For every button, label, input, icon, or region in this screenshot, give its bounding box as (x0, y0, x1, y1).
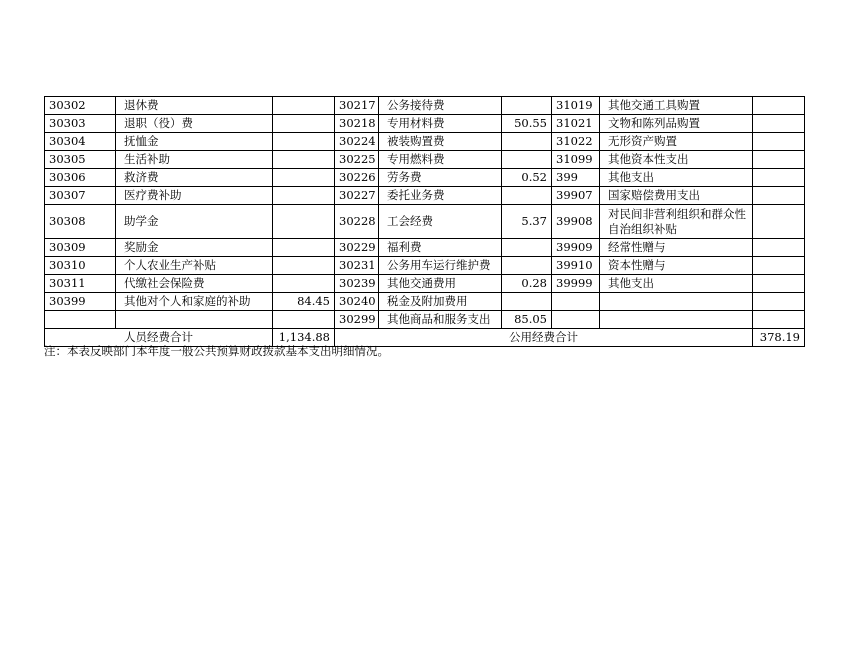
public-amount (502, 187, 552, 205)
other-amount (753, 169, 805, 187)
personnel-item (116, 311, 273, 329)
personnel-code: 30399 (45, 293, 116, 311)
other-item: 国家赔偿费用支出 (600, 187, 753, 205)
other-amount (753, 239, 805, 257)
other-item: 资本性赠与 (600, 257, 753, 275)
personnel-item: 奖励金 (116, 239, 273, 257)
public-item: 公务用车运行维护费 (379, 257, 502, 275)
table-row (45, 205, 805, 239)
public-item: 专用材料费 (379, 115, 502, 133)
personnel-code: 30308 (45, 205, 116, 239)
personnel-item: 退休费 (116, 97, 273, 115)
public-item: 其他商品和服务支出 (379, 311, 502, 329)
personnel-item: 退职（役）费 (116, 115, 273, 133)
other-amount (753, 275, 805, 293)
personnel-code: 30305 (45, 151, 116, 169)
other-item: 其他资本性支出 (600, 151, 753, 169)
public-total-value: 378.19 (753, 329, 805, 347)
table-row (45, 239, 805, 257)
public-item: 劳务费 (379, 169, 502, 187)
table-row (45, 311, 805, 329)
personnel-amount (273, 275, 335, 293)
other-amount (753, 257, 805, 275)
personnel-item: 生活补助 (116, 151, 273, 169)
table-row (45, 97, 805, 115)
personnel-amount (273, 97, 335, 115)
public-code: 30225 (335, 151, 379, 169)
public-amount: 0.52 (502, 169, 552, 187)
public-amount (502, 293, 552, 311)
public-code: 30299 (335, 311, 379, 329)
public-amount: 85.05 (502, 311, 552, 329)
public-amount (502, 151, 552, 169)
other-amount (753, 187, 805, 205)
public-code: 30226 (335, 169, 379, 187)
other-item: 经常性赠与 (600, 239, 753, 257)
public-code: 30217 (335, 97, 379, 115)
other-code: 39909 (552, 239, 600, 257)
personnel-amount: 84.45 (273, 293, 335, 311)
table-footnote: 注：本表反映部门本年度一般公共预算财政拨款基本支出明细情况。 (44, 344, 389, 358)
table-row (45, 169, 805, 187)
personnel-item: 其他对个人和家庭的补助 (116, 293, 273, 311)
personnel-total-value: 1,134.88 (273, 329, 335, 347)
public-amount: 50.55 (502, 115, 552, 133)
public-amount (502, 239, 552, 257)
public-amount: 5.37 (502, 205, 552, 239)
personnel-amount (273, 205, 335, 239)
personnel-amount (273, 187, 335, 205)
personnel-item: 助学金 (116, 205, 273, 239)
table-row (45, 187, 805, 205)
public-item: 福利费 (379, 239, 502, 257)
other-item: 其他支出 (600, 169, 753, 187)
public-code: 30229 (335, 239, 379, 257)
table-row (45, 151, 805, 169)
public-amount (502, 97, 552, 115)
other-amount (753, 151, 805, 169)
personnel-amount (273, 169, 335, 187)
table-row (45, 275, 805, 293)
other-item: 对民间非营利组织和群众性自治组织补贴 (600, 205, 753, 239)
personnel-item: 代缴社会保险费 (116, 275, 273, 293)
public-amount (502, 133, 552, 151)
table-body (45, 97, 805, 329)
table-row (45, 257, 805, 275)
public-code: 30231 (335, 257, 379, 275)
public-item: 公务接待费 (379, 97, 502, 115)
other-amount (753, 115, 805, 133)
other-code: 39910 (552, 257, 600, 275)
public-code: 30239 (335, 275, 379, 293)
personnel-total-label: 人员经费合计 (45, 329, 273, 347)
personnel-amount (273, 115, 335, 133)
personnel-amount (273, 151, 335, 169)
public-code: 30218 (335, 115, 379, 133)
other-amount (753, 205, 805, 239)
personnel-code: 30306 (45, 169, 116, 187)
other-item: 文物和陈列品购置 (600, 115, 753, 133)
personnel-code: 30302 (45, 97, 116, 115)
public-code: 30240 (335, 293, 379, 311)
personnel-amount (273, 239, 335, 257)
other-amount (753, 311, 805, 329)
personnel-item: 救济费 (116, 169, 273, 187)
personnel-code: 30304 (45, 133, 116, 151)
public-code: 30228 (335, 205, 379, 239)
other-code: 39999 (552, 275, 600, 293)
public-total-label: 公用经费合计 (335, 329, 753, 347)
other-item (600, 311, 753, 329)
public-amount: 0.28 (502, 275, 552, 293)
personnel-code (45, 311, 116, 329)
other-code (552, 311, 600, 329)
personnel-item: 个人农业生产补贴 (116, 257, 273, 275)
personnel-amount (273, 257, 335, 275)
public-code: 30227 (335, 187, 379, 205)
personnel-code: 30310 (45, 257, 116, 275)
personnel-code: 30311 (45, 275, 116, 293)
other-code: 31099 (552, 151, 600, 169)
other-item: 无形资产购置 (600, 133, 753, 151)
other-code: 399 (552, 169, 600, 187)
other-code: 31019 (552, 97, 600, 115)
other-item (600, 293, 753, 311)
table-row (45, 115, 805, 133)
personnel-amount (273, 311, 335, 329)
personnel-amount (273, 133, 335, 151)
other-amount (753, 133, 805, 151)
expenditure-detail-table-container (44, 96, 804, 347)
public-item: 税金及附加费用 (379, 293, 502, 311)
other-code: 39907 (552, 187, 600, 205)
other-item: 其他支出 (600, 275, 753, 293)
public-item: 工会经费 (379, 205, 502, 239)
public-amount (502, 257, 552, 275)
other-code: 31022 (552, 133, 600, 151)
public-item: 被装购置费 (379, 133, 502, 151)
personnel-code: 30307 (45, 187, 116, 205)
personnel-code: 30303 (45, 115, 116, 133)
other-amount (753, 97, 805, 115)
personnel-code: 30309 (45, 239, 116, 257)
other-amount (753, 293, 805, 311)
other-code (552, 293, 600, 311)
table-row (45, 133, 805, 151)
table-row (45, 293, 805, 311)
public-item: 专用燃料费 (379, 151, 502, 169)
personnel-item: 医疗费补助 (116, 187, 273, 205)
public-item: 其他交通费用 (379, 275, 502, 293)
other-code: 31021 (552, 115, 600, 133)
other-code: 39908 (552, 205, 600, 239)
expenditure-detail-table (44, 96, 805, 347)
other-item: 其他交通工具购置 (600, 97, 753, 115)
personnel-item: 抚恤金 (116, 133, 273, 151)
public-code: 30224 (335, 133, 379, 151)
public-item: 委托业务费 (379, 187, 502, 205)
